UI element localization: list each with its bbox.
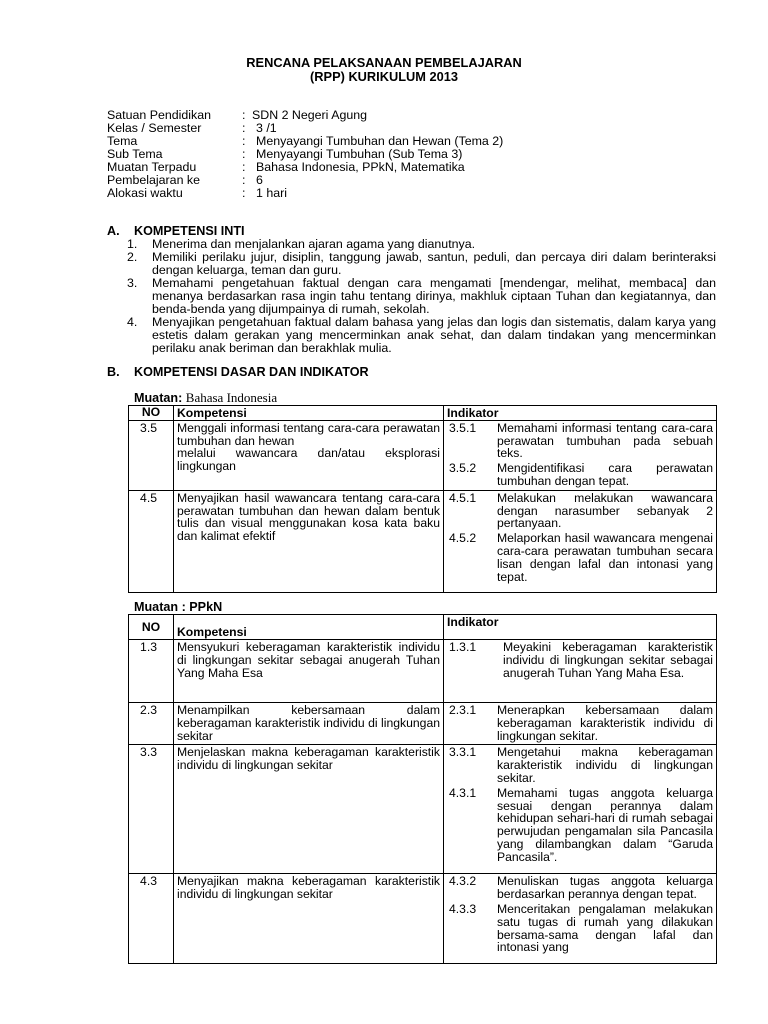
muatan-ppkn-label: Muatan : PPkN [134,600,223,614]
kompetensi-text: Menyajikan hasil wawancara tentang cara-cara perawatan tumbuhan dan hewan dalam bentuk tulis dan visual menggunakan kosa kata baku dan kalimat efektif [177,490,440,544]
info-colon: : [242,147,246,161]
info-value: 3 /1 [256,121,277,135]
table-row [129,490,717,592]
header-indikator: Indikator [444,615,717,640]
section-number: A. [107,224,120,238]
info-value: 1 hari [256,186,287,200]
header-kompetensi: Kompetensi [174,615,444,640]
indikator-text: Menuliskan tugas anggota keluarga berdasarkan perannya dengan tepat. [497,875,713,902]
table-row [129,420,717,490]
indikator-cell [444,745,717,874]
ppkn-table [128,614,717,964]
indikator-number: 1.3.1 [449,640,477,654]
header-kompetensi: Kompetensi [174,406,444,421]
indikator-cell [444,640,717,703]
kompetensi-text: melalui wawancara dan/atau eksplorasi lingkungan [177,446,440,474]
indikator-item [447,875,713,901]
indikator-cell [444,490,717,592]
info-colon: : [242,160,246,174]
section-number: B. [107,365,120,379]
header-no: NO [129,406,174,421]
info-colon: : [242,134,246,148]
indikator-text: Menerapkan kebersamaan dalam keberagaman karakteristik individu di lingkungan sekitar. [497,703,713,743]
item-number: 3. [127,276,138,290]
indikator-item [447,532,713,583]
info-value: Menyayangi Tumbuhan dan Hewan (Tema 2) [256,134,504,148]
header-no: NO [129,615,174,640]
info-value: Bahasa Indonesia, PPkN, Matematika [256,160,465,174]
table-header-row [129,406,717,421]
info-key: Pembelajaran ke [107,173,200,187]
kompetensi-cell: Menjelaskan makna keberagaman karakteristik individu di lingkungan sekitar [174,745,444,874]
indikator-text: Mengetahui makna keberagaman karakteristik individu di lingkungan sekitar. [497,745,713,785]
row-number: 4.5 [129,490,174,592]
kompetensi-cell [174,490,444,592]
indikator-item [447,787,713,864]
kompetensi-cell [174,420,444,490]
indikator-number: 3.5.2 [449,461,477,476]
kompetensi-cell: Menyajikan makna keberagaman karakteristik individu di lingkungan sekitar [174,874,444,964]
table-row [129,745,717,874]
section-title: KOMPETENSI DASAR DAN INDIKATOR [134,365,369,379]
item-text: Memiliki perilaku jujur, disiplin, tanggung jawab, santun, peduli, dan percaya diri dalam berinteraksi dengan keluarga, teman dan guru. [152,250,716,277]
indikator-item [447,462,713,488]
indikator-text: Melakukan melakukan wawancara dengan narasumber sebanyak 2 pertanyaan. [497,490,713,531]
kompetensi-cell: Menampilkan kebersamaan dalam keberagaman karakteristik individu di lingkungan sekitar [174,703,444,745]
header-indikator: Indikator [444,406,717,421]
indikator-number: 4.5.1 [449,490,477,505]
muatan-label: Muatan: [134,391,183,405]
indikator-number: 4.5.2 [449,531,477,546]
item-number: 1. [127,237,138,251]
indikator-clip [447,875,713,963]
info-key: Kelas / Semester [107,121,202,135]
indikator-cell [444,874,717,964]
info-key: Tema [107,134,138,148]
section-title: KOMPETENSI INTI [134,224,245,238]
table-row [129,703,717,745]
item-text: Menyajikan pengetahuan faktual dalam bahasa yang jelas dan logis dan sistematis, dalam karya yang estetis dalam gerakan yang mencerminkan anak sehat, dan dalam tindakan yang mencerminkan perilaku anak beriman dan berakhlak mulia. [152,315,716,355]
indikator-number: 2.3.1 [449,703,477,717]
muatan-subject: Bahasa Indonesia [185,390,278,405]
indikator-text: Memahami tugas anggota keluarga sesuai dengan perannya dalam kehidupan sehari-hari di rumah sebagai perwujudan pengamalan sila Pancasila yang dilambangkan dalam “Garuda Pancasila”. [497,785,713,864]
indikator-text: Menceritakan pengalaman melakukan satu tugas di rumah yang dilakukan bersama-sama dengan lafal dan intonasi yang [497,901,713,955]
row-number: 2.3 [129,703,174,745]
info-value: SDN 2 Negeri Agung [252,108,368,122]
indikator-number: 3.3.1 [449,745,477,760]
indikator-text: Memahami informasi tentang cara-cara perawatan tumbuhan pada sebuah teks. [497,420,713,461]
info-colon: : [242,108,246,122]
info-colon: : [242,121,246,135]
indikator-text: Meyakini keberagaman karakteristik individu di lingkungan sekitar sebagai anugerah Tuhan Yang Maha Esa. [503,640,713,680]
indikator-cell [444,420,717,490]
muatan-bahasa-label [134,391,277,405]
kompetensi-cell: Mensyukuri keberagaman karakteristik individu di lingkungan sekitar sebagai anugerah Tuhan Yang Maha Esa [174,640,444,703]
row-number: 3.5 [129,420,174,490]
indikator-item [447,641,713,679]
indikator-number: 3.5.1 [449,420,477,435]
indikator-text: Melaporkan hasil wawancara mengenai cara-cara perawatan tumbuhan secara lisan dengan lafal dan intonasi yang tepat. [497,531,713,584]
info-value: Menyayangi Tumbuhan (Sub Tema 3) [256,147,463,161]
document-title-line1: RENCANA PELAKSANAAN PEMBELAJARAN [246,55,522,70]
row-number: 3.3 [129,745,174,874]
indikator-number: 4.3.3 [449,901,477,916]
table-row [129,640,717,703]
indikator-text: Mengidentifikasi cara perawatan tumbuhan dengan tepat. [497,461,713,488]
item-number: 4. [127,315,138,329]
item-number: 2. [127,250,138,264]
row-number: 4.3 [129,874,174,964]
indikator-item [447,492,713,530]
kompetensi-text: Menggali informasi tentang cara-cara perawatan tumbuhan dan hewan [177,420,440,448]
indikator-number: 4.3.1 [449,785,477,800]
indikator-item [447,903,713,954]
info-key: Sub Tema [107,147,163,161]
indikator-cell [444,703,717,745]
item-text: Menerima dan menjalankan ajaran agama yang dianutnya. [152,237,476,251]
indikator-number: 4.3.2 [449,875,477,889]
document-title-line2: (RPP) KURIKULUM 2013 [310,69,458,84]
info-key: Muatan Terpadu [107,160,197,174]
table-header-row [129,615,717,640]
info-colon: : [242,173,246,187]
indikator-item [447,746,713,784]
bahasa-table [128,405,717,593]
info-key: Satuan Pendidikan [107,108,212,122]
indikator-item [447,422,713,460]
info-value: 6 [256,173,263,187]
item-text: Memahami pengetahuan faktual dengan cara mengamati [mendengar, melihat, membaca] dan menanya berdasarkan rasa ingin tahu tentang dirinya, makhluk ciptaan Tuhan dan kegiatannya, dan benda-benda yang dijumpainya di rumah, sekolah. [152,276,716,316]
table-row [129,874,717,964]
info-key: Alokasi waktu [107,186,183,200]
indikator-item [447,704,713,742]
info-colon: : [242,186,246,200]
row-number: 1.3 [129,640,174,703]
